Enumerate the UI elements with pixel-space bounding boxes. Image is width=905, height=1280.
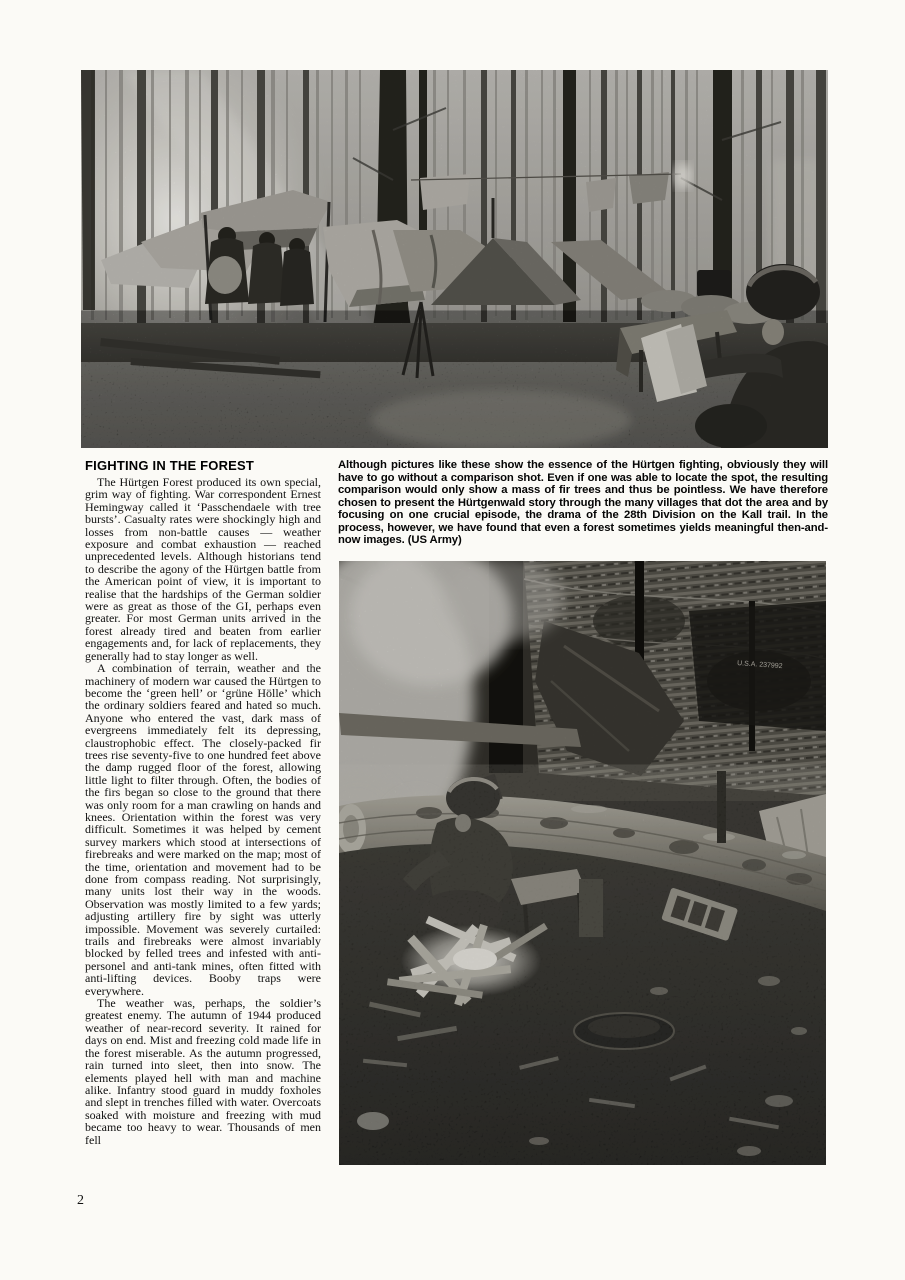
forest-camp-photo (81, 70, 828, 448)
film-grain (81, 70, 828, 448)
vehicle-stencil-text: U.S.A. 237992 (736, 660, 783, 671)
section-heading: FIGHTING IN THE FOREST (85, 458, 255, 473)
campfire-photo (339, 561, 826, 1165)
right-photo (339, 561, 826, 1165)
top-photo (81, 70, 828, 448)
body-paragraph-2: A combination of terrain, weather and the machinery of modern war caused the Hürtgen to become the ‘green hell’ or ‘grüne Hölle’ which the ordinary soldiers feared and hated so much. Anyone who entered the vast, dark mass of evergreens immediately felt its depressing, claustrophobic effect. The closely-packed fir trees rise seventy-five to one hundred feet above the damp rugged floor of the forest, allowing little light to filter through. Often, the bodies of the firs began so close to the ground that there was only room for a man crawling on hands and knees. Orientation within the forest was very difficult. Sometimes it was helped by cement survey markers which stood at intersections of firebreaks and were marked on the map; most of the time, orientation and movement had to be done from compass reading. Not surprisingly, many units lost their way in the woods. Observation was mostly limited to a few yards; adjusting artillery fire by sight was utterly impossible. Movement was severely curtailed: trails and firebreaks were almost invariably blocked by felled trees and infested with anti-personel and anti-tank mines, often fitted with anti-lifting devices. Booby traps were everywhere. (85, 661, 321, 998)
page-number: 2 (77, 1193, 84, 1208)
film-grain (339, 561, 826, 1165)
photo-caption: Although pictures like these show the essence of the Hürtgen fighting, obviously they will have to go without a comparison shot. Even if one was able to locate the spot, the resulting comparison would only show a mass of fir trees and thus be pointless. We have therefore chosen to present the Hürtgenwald story through the many villages that dot the area and by focusing on one crucial episode, the drama of the 28th Division on the Kall trail. In the process, however, we have found that even a forest sometimes yields meaningful then-and-now images. (US Army) (338, 459, 828, 546)
body-paragraph-3: The weather was, perhaps, the soldier’s greatest enemy. The autumn of 1944 produced weather of near-record severity. It rained for days on end. Mist and freezing cold made life in the forest miserable. As the autumn progressed, rain turned into sleet, then into snow. The elements played hell with man and machine alike. Infantry stood guard in muddy foxholes and slept in trenches filled with water. Overcoats soaked with moisture and freezing with mud became too heavy to wear. Thousands of men fell (85, 996, 321, 1147)
body-text-column (85, 476, 321, 1146)
body-paragraph-1: The Hürtgen Forest produced its own special, grim way of fighting. War correspondent Ernest Hemingway called it ‘Passchendaele with tree bursts’. Casualty rates were shockingly high and losses from non-battle causes — weather exposure and combat exhaustion — reached unprecedented levels. Although historians tend to describe the agony of the Hürtgen battle from the American point of view, it is important to realise that the hardships of the German soldier were as great as those of the GI, perhaps even greater. For most German units arrived in the forest already tired and beaten from earlier engagements and, for lack of replacements, they generally had to stay longer as well. (85, 475, 321, 663)
